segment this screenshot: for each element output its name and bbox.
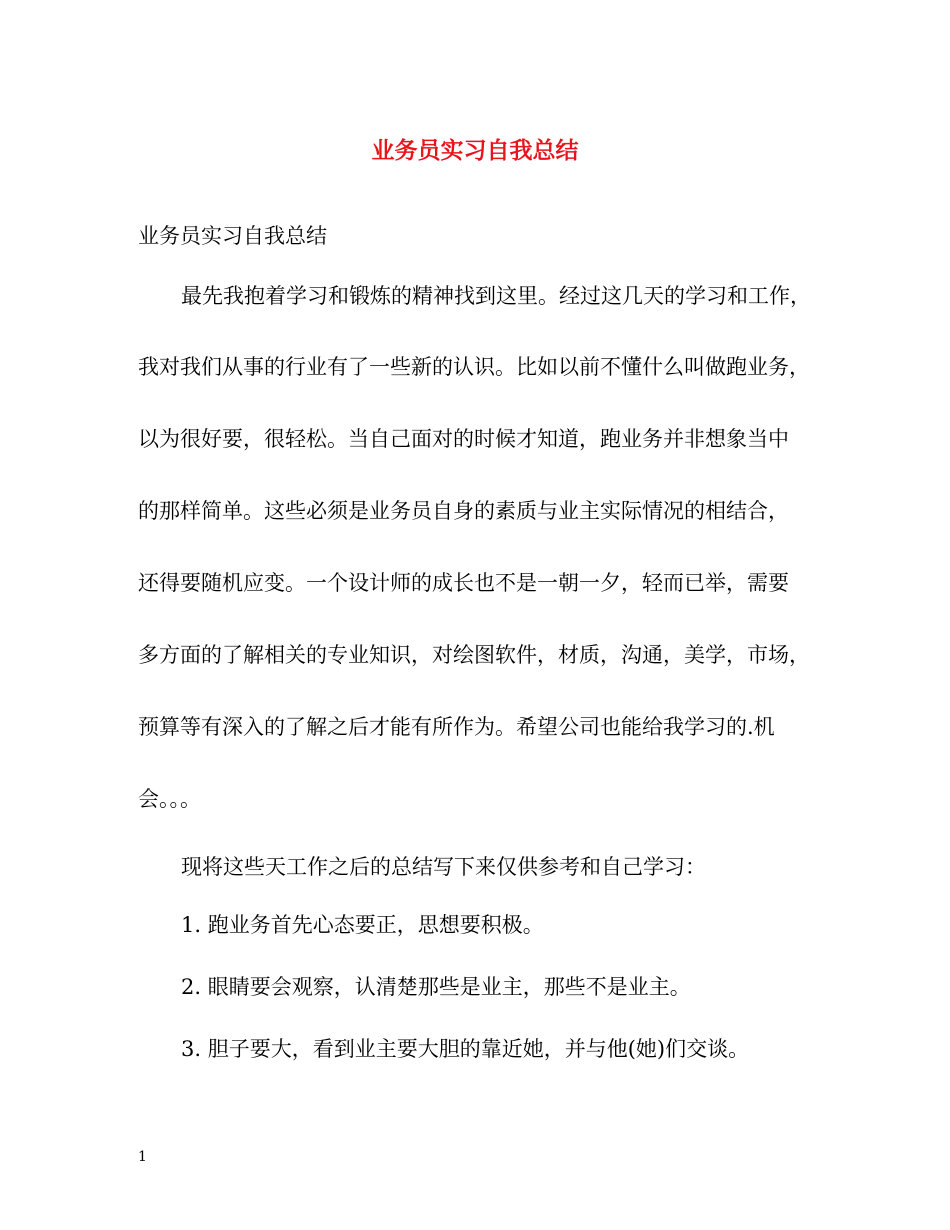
paragraph-line: 的那样简单。这些必须是业务员自身的素质与业主实际情况的相结合， xyxy=(138,499,789,523)
list-item: 3. 胆子要大，看到业主要大胆的靠近她，并与他(她)们交谈。 xyxy=(181,1037,750,1061)
paragraph-2: 现将这些天工作之后的总结写下来仅供参考和自己学习： xyxy=(181,855,706,879)
paragraph-line: 还得要随机应变。一个设计师的成长也不是一朝一夕，轻而已举，需要 xyxy=(138,571,789,595)
paragraph-line: 我对我们从事的行业有了一些新的认识。比如以前不懂什么叫做跑业务， xyxy=(138,355,810,379)
document-subtitle: 业务员实习自我总结 xyxy=(138,224,327,248)
list-item: 1. 跑业务首先心态要正，思想要积极。 xyxy=(181,913,544,937)
paragraph-line: 预算等有深入的了解之后才能有所作为。希望公司也能给我学习的.机 xyxy=(138,715,775,739)
document-title: 业务员实习自我总结 xyxy=(371,137,579,164)
page-number: 1 xyxy=(138,1149,147,1165)
paragraph-line: 以为很好要，很轻松。当自己面对的时候才知道，跑业务并非想象当中 xyxy=(138,427,789,451)
paragraph-line: 多方面的了解相关的专业知识，对绘图软件，材质，沟通，美学，市场， xyxy=(138,643,810,667)
list-item: 2. 眼睛要会观察，认清楚那些是业主，那些不是业主。 xyxy=(181,975,691,999)
paragraph-line: 会。。。 xyxy=(138,787,201,811)
paragraph-line: 最先我抱着学习和锻炼的精神找到这里。经过这几天的学习和工作， xyxy=(181,284,811,308)
